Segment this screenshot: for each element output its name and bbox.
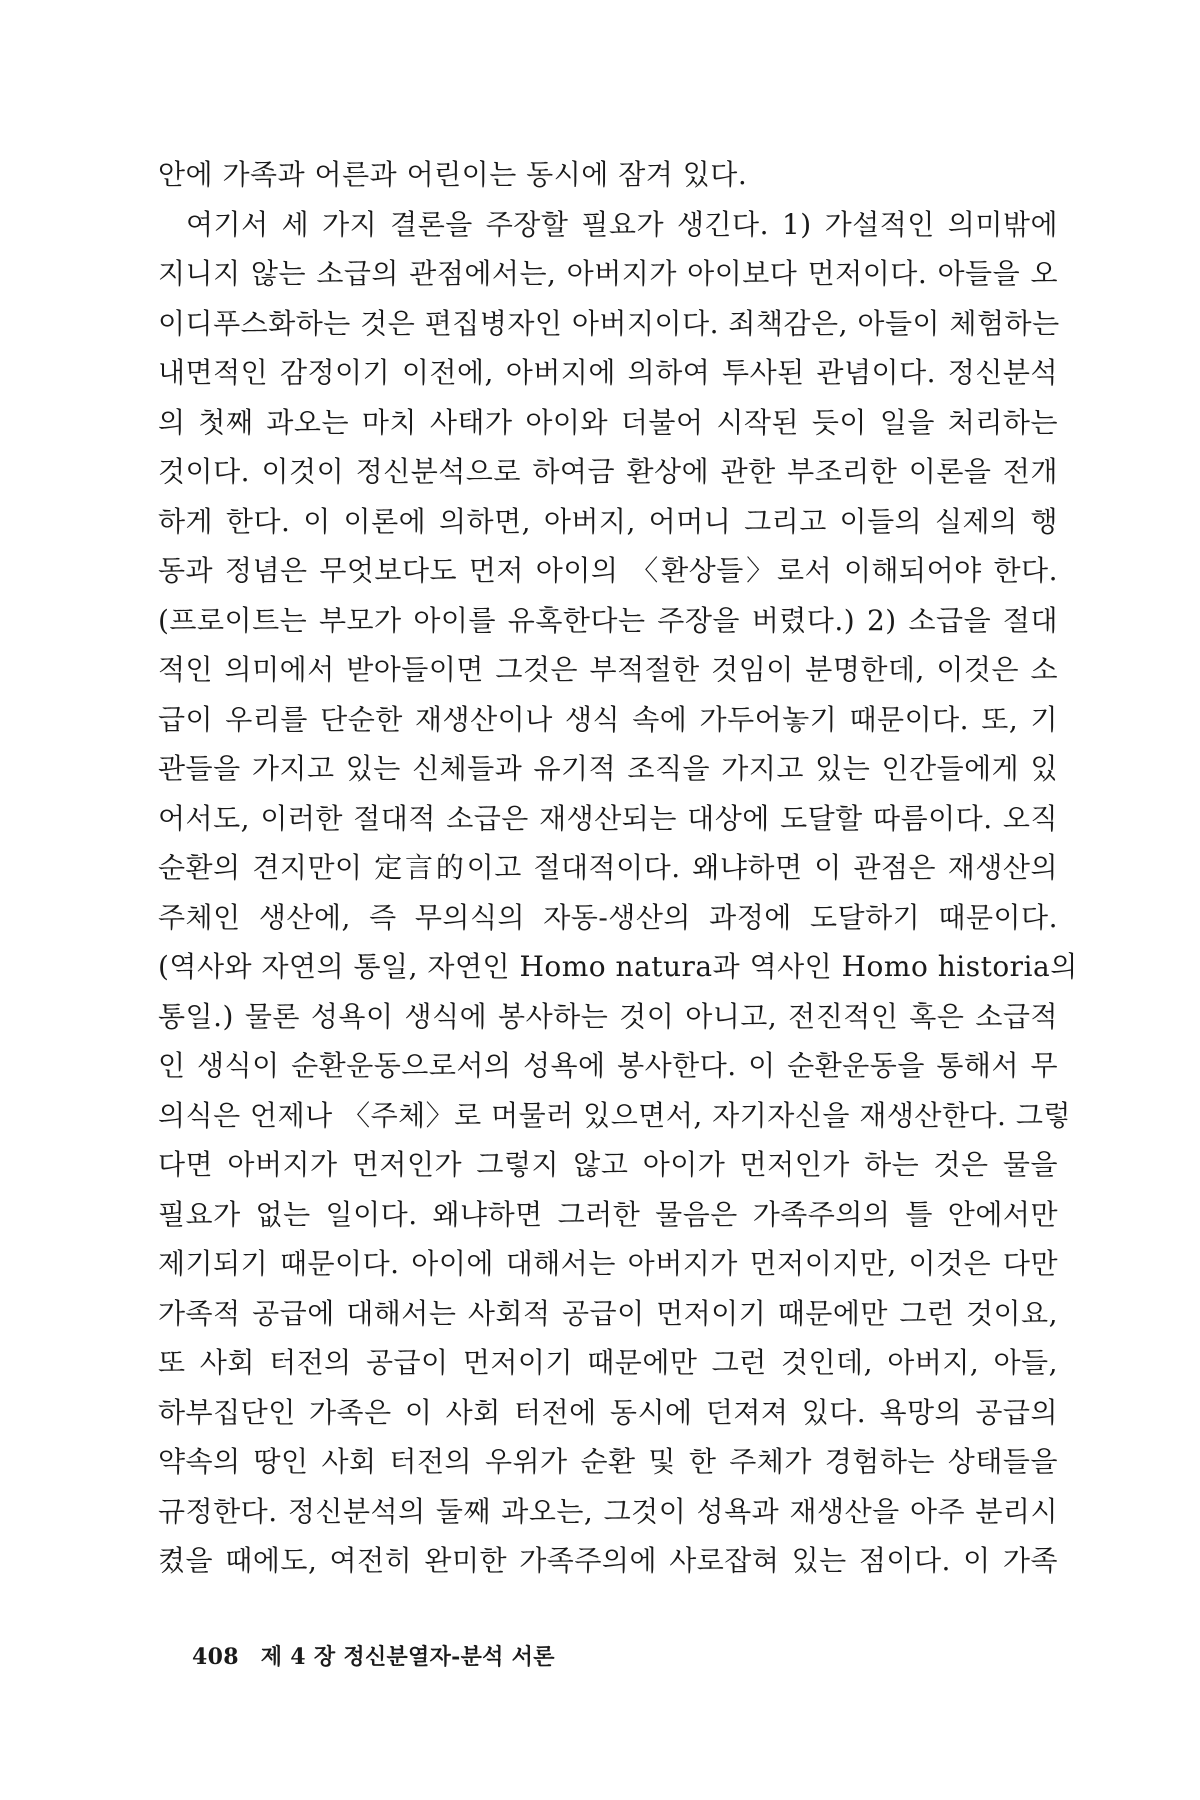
text-line: 의식은 언제나 〈주체〉로 머물러 있으면서, 자기자신을 재생산한다. 그렇 [158, 1098, 1071, 1132]
text-line: 약속의 땅인 사회 터전의 우위가 순환 및 한 주체가 경험하는 상태들을 [158, 1445, 1058, 1478]
text-line: 통일.) 물론 성욕이 생식에 봉사하는 것이 아니고, 전진적인 혹은 소급적 [158, 999, 1058, 1033]
text-line: 것이다. 이것이 정신분석으로 하여금 환상에 관한 부조리한 이론을 전개 [158, 455, 1058, 488]
text-line: 또 사회 터전의 공급이 먼저이기 때문에만 그런 것인데, 아버지, 아들, [158, 1346, 1058, 1379]
text-line: (역사와 자연의 통일, 자연인 Homo natura과 역사인 Homo historia의 [158, 950, 1078, 983]
text-line: 필요가 없는 일이다. 왜냐하면 그러한 물음은 가족주의의 틀 안에서만 [158, 1197, 1058, 1231]
running-head: 제 4 장 정신분열자-분석 서론 [260, 1644, 555, 1670]
text-line: 인 생식이 순환운동으로서의 성욕에 봉사한다. 이 순환운동을 통해서 무 [158, 1049, 1058, 1082]
text-line: 제기되기 때문이다. 아이에 대해서는 아버지가 먼저이지만, 이것은 다만 [158, 1247, 1058, 1280]
body-text [158, 150, 1078, 1586]
text-line: 동과 정념은 무엇보다도 먼저 아이의 〈환상들〉로서 이해되어야 한다. [158, 554, 1058, 587]
text-line: 하게 한다. 이 이론에 의하면, 아버지, 어머니 그리고 이들의 실제의 행 [158, 504, 1058, 538]
text-line: 관들을 가지고 있는 신체들과 유기적 조직을 가지고 있는 인간들에게 있 [158, 752, 1058, 785]
text-line: 적인 의미에서 받아들이면 그것은 부적절한 것임이 분명한데, 이것은 소 [158, 653, 1058, 686]
text-line: 내면적인 감정이기 이전에, 아버지에 의하여 투사된 관념이다. 정신분석 [158, 356, 1058, 389]
text-line: 규정한다. 정신분석의 둘째 과오는, 그것이 성욕과 재생산을 아주 분리시 [158, 1494, 1058, 1528]
text-line: 의 첫째 과오는 마치 사태가 아이와 더불어 시작된 듯이 일을 처리하는 [158, 405, 1058, 439]
text-line: 급이 우리를 단순한 재생산이나 생식 속에 가두어놓기 때문이다. 또, 기 [158, 702, 1058, 736]
text-line: 가족적 공급에 대해서는 사회적 공급이 먼저이기 때문에만 그런 것이요, [158, 1296, 1058, 1330]
text-line: 이디푸스화하는 것은 편집병자인 아버지이다. 죄책감은, 아들이 체험하는 [158, 306, 1060, 340]
text-line: (프로이트는 부모가 아이를 유혹한다는 주장을 버렸다.) 2) 소급을 절대 [158, 603, 1058, 637]
text-line: 하부집단인 가족은 이 사회 터전에 동시에 던져져 있다. 욕망의 공급의 [158, 1395, 1058, 1429]
text-line: 여기서 세 가지 결론을 주장할 필요가 생긴다. 1) 가설적인 의미밖에 [186, 207, 1058, 241]
text-line: 다면 아버지가 먼저인가 그렇지 않고 아이가 먼저인가 하는 것은 물을 [158, 1148, 1058, 1181]
text-line: 지니지 않는 소급의 관점에서는, 아버지가 아이보다 먼저이다. 아들을 오 [158, 257, 1058, 290]
page-footer [192, 1640, 555, 1671]
text-line: 순환의 견지만이 定言的이고 절대적이다. 왜냐하면 이 관점은 재생산의 [158, 851, 1058, 884]
text-line: 켰을 때에도, 여전히 완미한 가족주의에 사로잡혀 있는 점이다. 이 가족 [158, 1544, 1058, 1577]
text-line: 주체인 생산에, 즉 무의식의 자동-생산의 과정에 도달하기 때문이다. [158, 900, 1058, 934]
text-line: 안에 가족과 어른과 어린이는 동시에 잠겨 있다. [158, 158, 748, 191]
page-number: 408 [192, 1644, 239, 1670]
text-line: 어서도, 이러한 절대적 소급은 재생산되는 대상에 도달할 따름이다. 오직 [158, 801, 1058, 835]
